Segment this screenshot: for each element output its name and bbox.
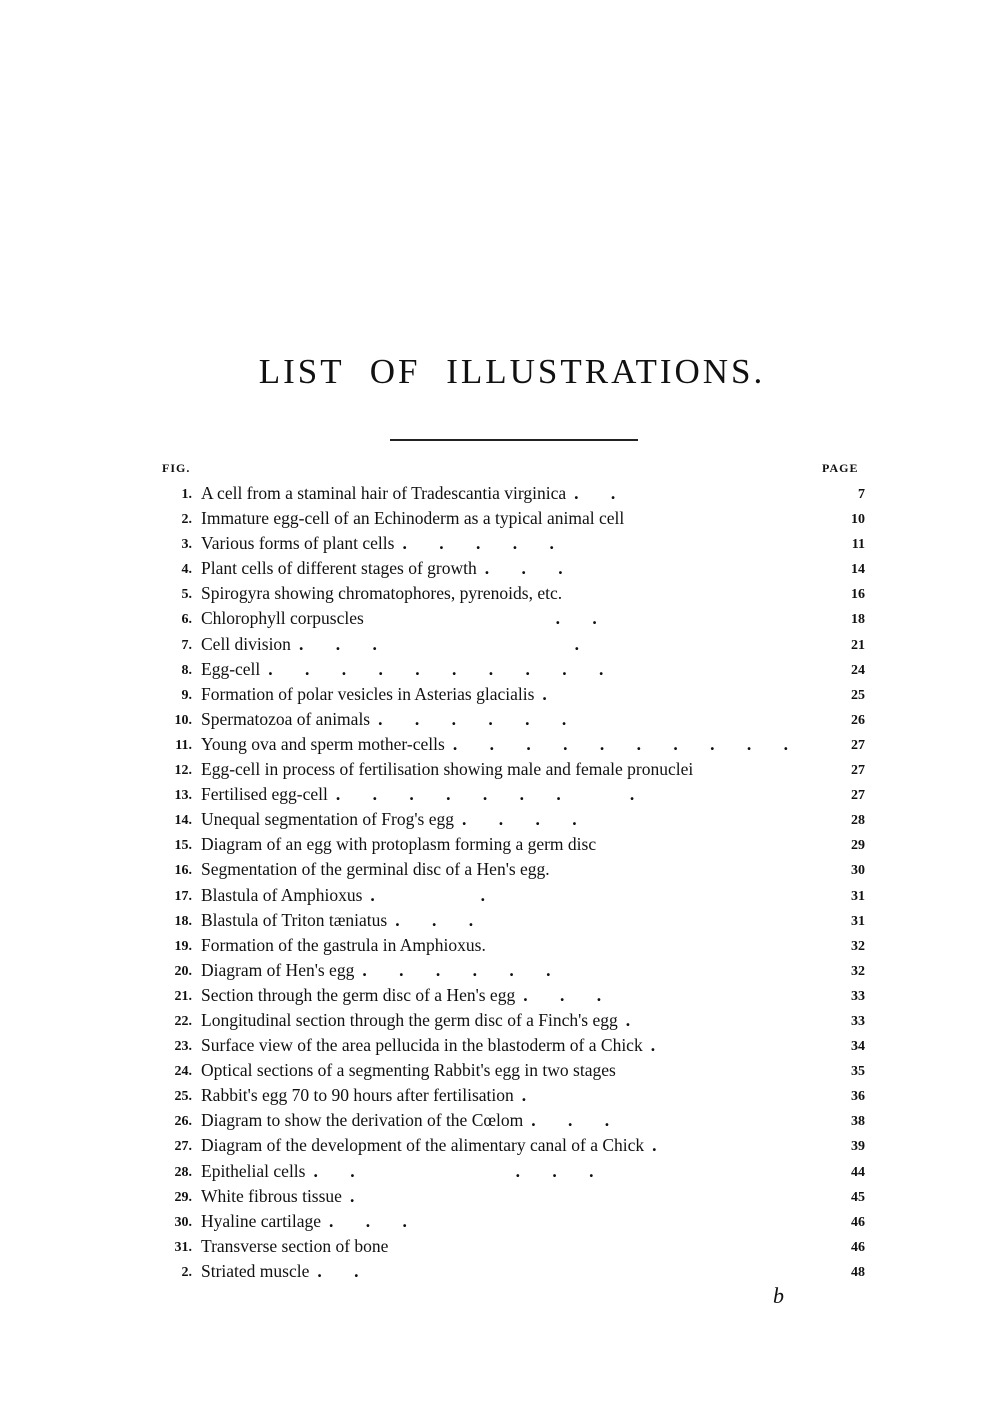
dot-leader: .: [349, 1185, 369, 1206]
page-number: 32: [851, 938, 865, 954]
list-item: [150, 732, 870, 757]
figure-number: 13.: [174, 788, 192, 804]
figure-number: 7.: [181, 637, 192, 653]
figure-caption-line: [201, 1159, 607, 1184]
figure-caption-line: [201, 883, 499, 908]
page-number: 25: [851, 687, 865, 703]
page-number: 44: [851, 1164, 865, 1180]
figure-number: 6.: [181, 612, 192, 628]
page-number: 36: [851, 1089, 865, 1105]
list-item: [150, 1008, 870, 1033]
figure-caption: Spirogyra showing chromatophores, pyrenoids, etc.: [201, 583, 563, 604]
dot-leader: .: [542, 683, 561, 704]
list-item: [150, 933, 870, 958]
figure-number: 30.: [174, 1214, 192, 1230]
list-item: [150, 581, 870, 606]
page-number: 16: [851, 587, 865, 603]
figure-number: 2.: [181, 512, 192, 528]
figure-caption: Formation of polar vesicles in Asterias glacialis: [201, 683, 535, 704]
illustrations-list: [150, 481, 870, 1284]
figure-caption: Diagram to show the derivation of the Cœlom: [201, 1110, 524, 1131]
fig-column-header: FIG.: [162, 461, 191, 475]
figure-caption-line: [201, 1209, 421, 1234]
figure-number: 31.: [174, 1239, 192, 1255]
figure-caption: Spermatozoa of animals: [201, 708, 371, 729]
dot-leader: .: [652, 1135, 671, 1156]
list-item: [150, 1184, 870, 1209]
page-number: 27: [851, 788, 865, 804]
figure-caption-line: [201, 782, 648, 807]
list-item: [150, 481, 870, 506]
dot-leader: . .: [317, 1260, 373, 1281]
page-number: 7: [858, 487, 865, 502]
dot-leader: . . . . . .: [378, 708, 581, 729]
signature-mark: b: [773, 1283, 784, 1308]
dot-leader: . . .: [531, 1110, 624, 1131]
figure-number: 26.: [174, 1114, 192, 1130]
figure-caption: Immature egg-cell of an Echinoderm as a typical animal cell: [201, 508, 625, 529]
list-item: [150, 857, 870, 882]
dot-leader: . . .: [523, 984, 616, 1005]
page-number: 29: [851, 838, 865, 854]
figure-number: 17.: [174, 888, 192, 904]
page-number: 11: [851, 537, 865, 553]
figure-number: 16.: [174, 863, 192, 879]
figure-caption-line: [201, 983, 615, 1008]
figure-number: 3.: [181, 537, 192, 553]
dot-leader: .: [625, 1009, 645, 1030]
figure-caption-line: [201, 581, 570, 606]
dot-leader: . . . . . . . . . .: [268, 658, 618, 679]
dot-leader: . .: [574, 483, 630, 503]
figure-caption-line: [201, 857, 558, 882]
figure-caption-line: [201, 1008, 644, 1033]
figure-caption-line: [201, 1184, 368, 1209]
page-number: 34: [851, 1039, 865, 1055]
list-item: [150, 1083, 870, 1108]
figure-number: 22.: [174, 1013, 192, 1029]
figure-number: 28.: [174, 1164, 192, 1180]
list-item: [150, 1133, 870, 1158]
figure-caption-line: [201, 481, 629, 506]
page-number: 38: [851, 1114, 865, 1130]
figure-caption: Epithelial cells: [201, 1160, 306, 1181]
figure-caption-line: [201, 1058, 624, 1083]
dot-leader: . .: [370, 884, 500, 905]
figure-number: 20.: [174, 963, 192, 979]
page-number: 39: [851, 1139, 865, 1155]
figure-caption: Section through the germ disc of a Hen's egg: [201, 984, 516, 1005]
title-divider: [390, 439, 638, 441]
list-item: [150, 506, 870, 531]
figure-caption: Plant cells of different stages of growth: [201, 558, 477, 579]
figure-number: 19.: [174, 938, 192, 954]
figure-caption-line: [201, 1108, 623, 1133]
list-item: [150, 782, 870, 807]
page-number: 14: [851, 562, 865, 578]
figure-number: 12.: [174, 763, 192, 779]
figure-number: 5.: [181, 587, 192, 603]
figure-caption-line: [201, 1083, 540, 1108]
list-item: [150, 556, 870, 581]
figure-number: 15.: [174, 838, 192, 854]
figure-number: 18.: [174, 913, 192, 929]
figure-caption-line: [201, 958, 564, 983]
dot-leader: . . .: [329, 1210, 421, 1231]
figure-caption-line: [201, 832, 604, 857]
figure-caption: Egg-cell in process of fertilisation showing male and female pronuclei: [201, 759, 694, 780]
figure-number: 24.: [174, 1064, 192, 1080]
list-item: [150, 757, 870, 782]
figure-caption: Formation of the gastrula in Amphioxus.: [201, 934, 486, 955]
figure-caption: Transverse section of bone: [201, 1235, 389, 1256]
figure-caption-line: [201, 757, 701, 782]
page-number: 21: [851, 637, 865, 653]
figure-caption: Longitudinal section through the germ disc of a Finch's egg: [201, 1009, 618, 1030]
figure-caption-line: [201, 933, 494, 958]
dot-leader: . . .: [484, 558, 577, 579]
dot-leader: .: [650, 1035, 670, 1056]
figure-caption: Blastula of Triton tæniatus: [201, 909, 388, 930]
list-item: [150, 531, 870, 556]
page-number: 32: [851, 963, 865, 979]
figure-caption-line: [201, 556, 577, 581]
page-number: 31: [851, 888, 865, 904]
figure-number: 11.: [175, 737, 192, 753]
dot-leader: . .: [371, 608, 611, 629]
figure-caption: Blastula of Amphioxus: [201, 884, 363, 905]
page-column-header: PAGE: [822, 461, 859, 475]
figure-caption-line: [201, 632, 593, 657]
list-item: [150, 908, 870, 933]
page-number: 31: [851, 913, 865, 929]
page-title: LIST OF ILLUSTRATIONS.: [258, 352, 766, 391]
figure-caption: Diagram of the development of the alimentary canal of a Chick: [201, 1135, 645, 1156]
list-item: [150, 1209, 870, 1234]
figure-number: 8.: [181, 662, 192, 678]
dot-leader: . . . . . . . .: [335, 784, 649, 805]
figure-caption: Chlorophyll corpuscles: [201, 608, 364, 629]
page-number: 27: [851, 737, 865, 753]
figure-caption: Rabbit's egg 70 to 90 hours after fertilisation: [201, 1085, 514, 1106]
figure-caption-line: [201, 707, 580, 732]
figure-number: 1.: [181, 487, 192, 502]
page-number: 46: [851, 1214, 865, 1230]
page-number: 35: [851, 1064, 865, 1080]
list-item: [150, 632, 870, 657]
figure-number: 2.: [181, 1264, 192, 1280]
dot-leader: .: [521, 1085, 541, 1106]
figure-caption: Segmentation of the germinal disc of a Hen's egg.: [201, 859, 550, 880]
figure-caption-line: [201, 657, 617, 682]
dot-leader: . . . . . . . . . .: [452, 733, 802, 754]
page-number: 28: [851, 813, 865, 829]
figure-caption: A cell from a staminal hair of Tradescantia virginica: [201, 483, 567, 503]
page-number: 33: [851, 988, 865, 1004]
figure-caption: Diagram of an egg with protoplasm forming a germ disc: [201, 834, 597, 855]
list-item: [150, 1259, 870, 1284]
dot-leader: . . . . .: [313, 1160, 608, 1181]
page-number: 46: [851, 1239, 865, 1255]
dot-leader: . . . .: [298, 633, 593, 654]
figure-caption-line: [201, 1133, 671, 1158]
page-number: 48: [851, 1264, 865, 1280]
figure-number: 4.: [181, 562, 192, 578]
figure-caption-line: [201, 682, 561, 707]
figure-caption-line: [201, 1033, 669, 1058]
dot-leader: . . . . . .: [362, 959, 565, 980]
page-number: 33: [851, 1013, 865, 1029]
page-number: 10: [851, 512, 865, 528]
list-item: [150, 1234, 870, 1259]
page-number: 18: [851, 612, 865, 628]
figure-caption: Young ova and sperm mother-cells: [201, 733, 445, 754]
figure-caption-line: [201, 606, 611, 631]
figure-number: 21.: [174, 988, 192, 1004]
figure-number: 25.: [174, 1089, 192, 1105]
figure-caption-line: [201, 732, 802, 757]
list-item: [150, 883, 870, 908]
figure-number: 23.: [174, 1039, 192, 1055]
figure-caption: Hyaline cartilage: [201, 1210, 322, 1231]
dot-leader: . . . . .: [402, 533, 568, 554]
list-item: [150, 1159, 870, 1184]
figure-caption: Unequal segmentation of Frog's egg: [201, 809, 454, 830]
figure-number: 9.: [181, 687, 192, 703]
figure-number: 27.: [174, 1139, 192, 1155]
list-item: [150, 707, 870, 732]
figure-caption: Egg-cell: [201, 658, 261, 679]
figure-number: 29.: [174, 1189, 192, 1205]
list-item: [150, 983, 870, 1008]
figure-caption-line: [201, 908, 487, 933]
figure-caption-line: [201, 1259, 373, 1284]
page-number: 26: [851, 712, 865, 728]
page-number: 27: [851, 763, 865, 779]
list-item: [150, 1033, 870, 1058]
page-number: 24: [851, 662, 865, 678]
list-item: [150, 1108, 870, 1133]
figure-number: 14.: [174, 813, 192, 829]
list-item: [150, 657, 870, 682]
dot-leader: . . .: [395, 909, 488, 930]
page-number: 45: [851, 1189, 865, 1205]
figure-caption: Surface view of the area pellucida in the blastoderm of a Chick: [201, 1035, 643, 1056]
list-item: [150, 958, 870, 983]
figure-caption: Cell division: [201, 633, 291, 654]
figure-caption: White fibrous tissue: [201, 1185, 342, 1206]
figure-number: 10.: [174, 712, 192, 728]
figure-caption: Optical sections of a segmenting Rabbit's egg in two stages: [201, 1060, 616, 1081]
figure-caption-line: [201, 506, 632, 531]
figure-caption: Diagram of Hen's egg: [201, 959, 355, 980]
page-number: 30: [851, 863, 865, 879]
figure-caption: Fertilised egg-cell: [201, 784, 328, 805]
list-item: [150, 807, 870, 832]
list-item: [150, 1058, 870, 1083]
figure-caption-line: [201, 1234, 396, 1259]
dot-leader: . . . .: [461, 809, 591, 830]
figure-caption-line: [201, 531, 568, 556]
list-item: [150, 682, 870, 707]
figure-caption: Various forms of plant cells: [201, 533, 395, 554]
figure-caption: Striated muscle: [201, 1260, 310, 1281]
figure-caption-line: [201, 807, 591, 832]
list-item: [150, 606, 870, 631]
list-item: [150, 832, 870, 857]
